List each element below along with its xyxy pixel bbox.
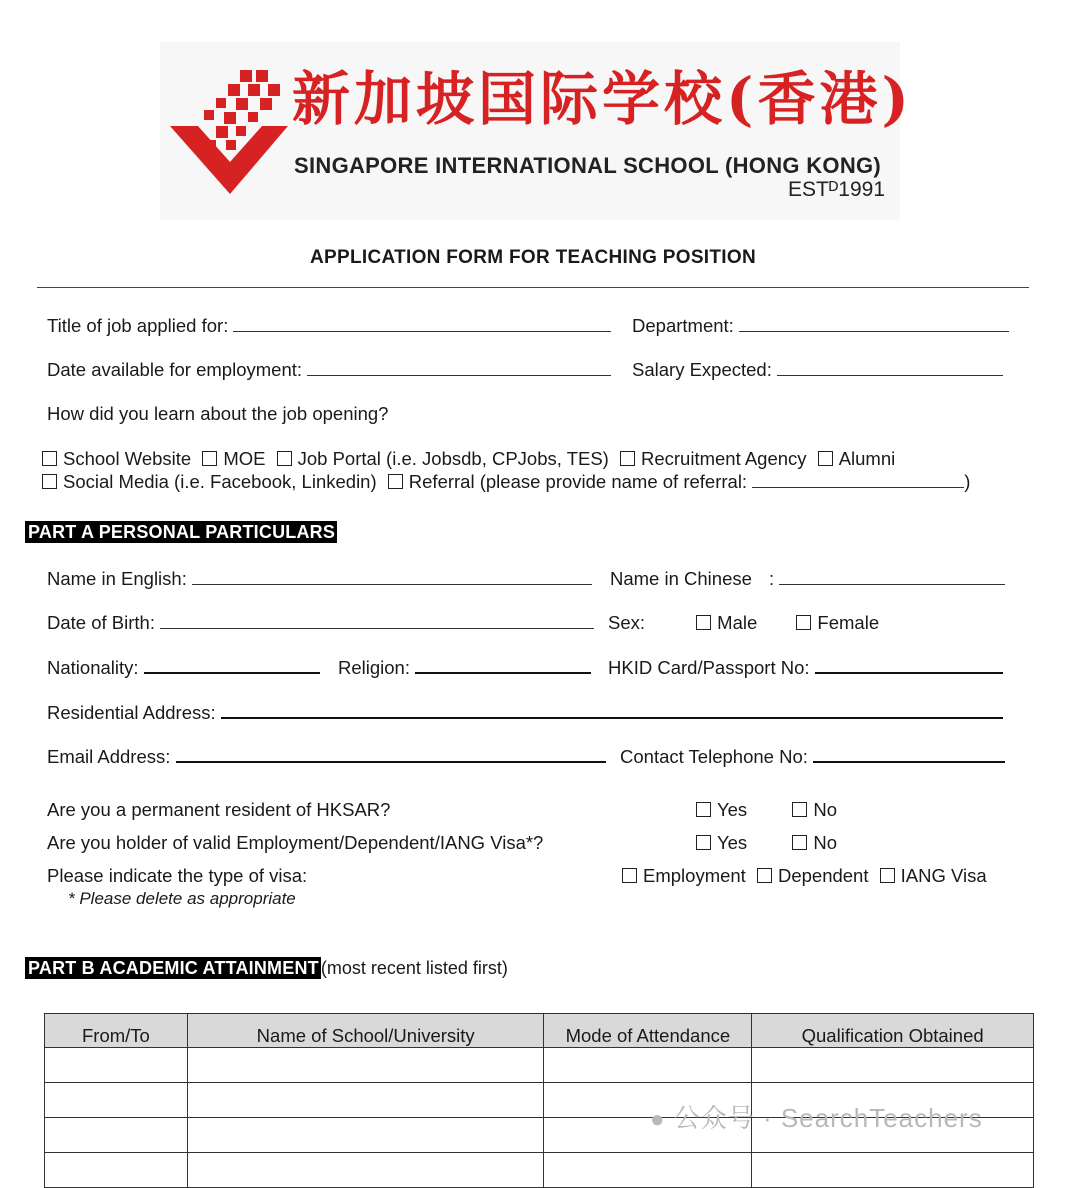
sex-label: Sex: [608,612,646,633]
job-title-label: Title of job applied for: [47,315,229,336]
source-option-label: School Website [63,448,192,469]
source-option-label: Social Media (i.e. Facebook, Linkedin) [63,471,377,492]
job-title-row [47,315,611,337]
form-title: APPLICATION FORM FOR TEACHING POSITION [310,247,756,268]
name-english-label: Name in English: [47,568,187,589]
wechat-icon: ● [650,1106,666,1133]
dob-field[interactable] [160,614,594,629]
name-chinese-row [610,568,1005,590]
established-year: ESTᴰ1991 [788,178,885,201]
table-row [45,1153,1034,1188]
male-checkbox[interactable] [696,615,711,630]
resident-options [696,799,837,821]
table-row [45,1048,1034,1083]
resident-yes-checkbox[interactable] [696,802,711,817]
table-cell[interactable] [45,1153,188,1188]
email-label: Email Address: [47,746,171,767]
source-option-label: Job Portal (i.e. Jobsdb, CPJobs, TES) [297,448,609,469]
watermark-text: 公众号 · SearchTeachers [673,1103,983,1133]
department-field[interactable] [739,317,1009,332]
table-cell[interactable] [187,1048,544,1083]
religion-field[interactable] [415,658,591,674]
resident-no-checkbox[interactable] [792,802,807,817]
nationality-row [47,657,320,679]
part-a-heading [25,522,337,543]
source-option-label: Alumni [838,448,896,469]
date-available-field[interactable] [307,361,611,376]
religion-row [338,657,591,679]
date-available-label: Date available for employment: [47,359,303,380]
name-chinese-colon: : [769,568,775,589]
source-options-row-1 [42,448,895,470]
resident-yes-label: Yes [717,799,748,820]
phone-row [620,746,1005,768]
table-cell[interactable] [752,1153,1034,1188]
nationality-field[interactable] [144,658,320,674]
address-label: Residential Address: [47,702,216,723]
part-b-suffix: (most recent listed first) [320,958,508,978]
table-cell[interactable] [187,1083,544,1118]
column-header: Qualification Obtained [752,1014,1034,1048]
table-cell[interactable] [45,1048,188,1083]
source-checkbox[interactable] [42,451,57,466]
visa-no-checkbox[interactable] [792,835,807,850]
table-cell[interactable] [752,1048,1034,1083]
salary-label: Salary Expected: [632,359,772,380]
source-options-row-2 [42,471,970,493]
dependent-visa-label: Dependent [777,865,869,886]
phone-field[interactable] [813,747,1005,763]
table-cell[interactable] [544,1153,752,1188]
iang-visa-checkbox[interactable] [880,868,895,883]
job-title-field[interactable] [233,317,611,332]
school-name-chinese: 新加坡国际学校(香港) [292,65,913,133]
address-field[interactable] [221,703,1003,719]
source-checkbox[interactable] [388,474,403,489]
name-chinese-label: Name in Chinese [610,568,752,589]
visa-no-label: No [813,832,837,853]
school-logo-icon [168,66,290,196]
resident-no-label: No [813,799,837,820]
name-english-field[interactable] [192,570,592,585]
source-checkbox[interactable] [818,451,833,466]
source-checkbox[interactable] [620,451,635,466]
iang-visa-label: IANG Visa [900,865,987,886]
part-b-label: PART B ACADEMIC ATTAINMENT [25,957,321,979]
sex-row [608,612,879,634]
delete-note: * Please delete as appropriate [68,889,296,908]
school-name-english: SINGAPORE INTERNATIONAL SCHOOL (HONG KONG) [294,153,882,178]
part-b-heading [25,958,508,979]
table-cell[interactable] [45,1083,188,1118]
department-row [632,315,1009,337]
email-field[interactable] [176,747,606,763]
referral-name-field[interactable] [752,473,964,488]
date-available-row [47,359,611,381]
resident-question: Are you a permanent resident of HKSAR? [47,799,391,820]
phone-label: Contact Telephone No: [620,746,808,767]
nationality-label: Nationality: [47,657,139,678]
column-header: Name of School/University [187,1014,544,1048]
title-divider [37,287,1029,288]
table-cell[interactable] [187,1153,544,1188]
email-row [47,746,606,768]
referral-close-paren: ) [964,471,971,492]
watermark [650,1098,983,1135]
department-label: Department: [632,315,734,336]
source-option-label: MOE [223,448,266,469]
salary-field[interactable] [777,361,1003,376]
hkid-row [608,657,1003,679]
female-label: Female [817,612,880,633]
column-header: From/To [45,1014,188,1048]
hkid-field[interactable] [815,658,1003,674]
visa-holder-question: Are you holder of valid Employment/Dependent/IANG Visa*? [47,832,544,853]
source-option-label: Recruitment Agency [640,448,807,469]
source-option-label: Referral (please provide name of referral: [408,471,748,492]
source-checkbox[interactable] [202,451,217,466]
visa-type-options [622,865,987,887]
column-header: Mode of Attendance [544,1014,752,1048]
visa-type-question: Please indicate the type of visa: [47,865,308,886]
dob-label: Date of Birth: [47,612,155,633]
religion-label: Religion: [338,657,410,678]
learn-question: How did you learn about the job opening? [47,403,389,424]
hkid-label: HKID Card/Passport No: [608,657,810,678]
dependent-visa-checkbox[interactable] [757,868,772,883]
name-english-row [47,568,592,590]
visa-yes-label: Yes [717,832,748,853]
table-cell[interactable] [187,1118,544,1153]
part-a-label: PART A PERSONAL PARTICULARS [25,521,337,543]
female-checkbox[interactable] [796,615,811,630]
employment-visa-label: Employment [643,865,746,886]
dob-row [47,612,594,634]
address-row [47,702,1003,724]
source-checkbox[interactable] [42,474,57,489]
source-checkbox[interactable] [277,451,292,466]
table-cell[interactable] [544,1048,752,1083]
name-chinese-field[interactable] [779,570,1005,585]
employment-visa-checkbox[interactable] [622,868,637,883]
salary-row [632,359,1003,381]
table-cell[interactable] [45,1118,188,1153]
table-header-row [45,1014,1034,1048]
male-label: Male [717,612,758,633]
visa-yes-checkbox[interactable] [696,835,711,850]
visa-holder-options [696,832,837,854]
